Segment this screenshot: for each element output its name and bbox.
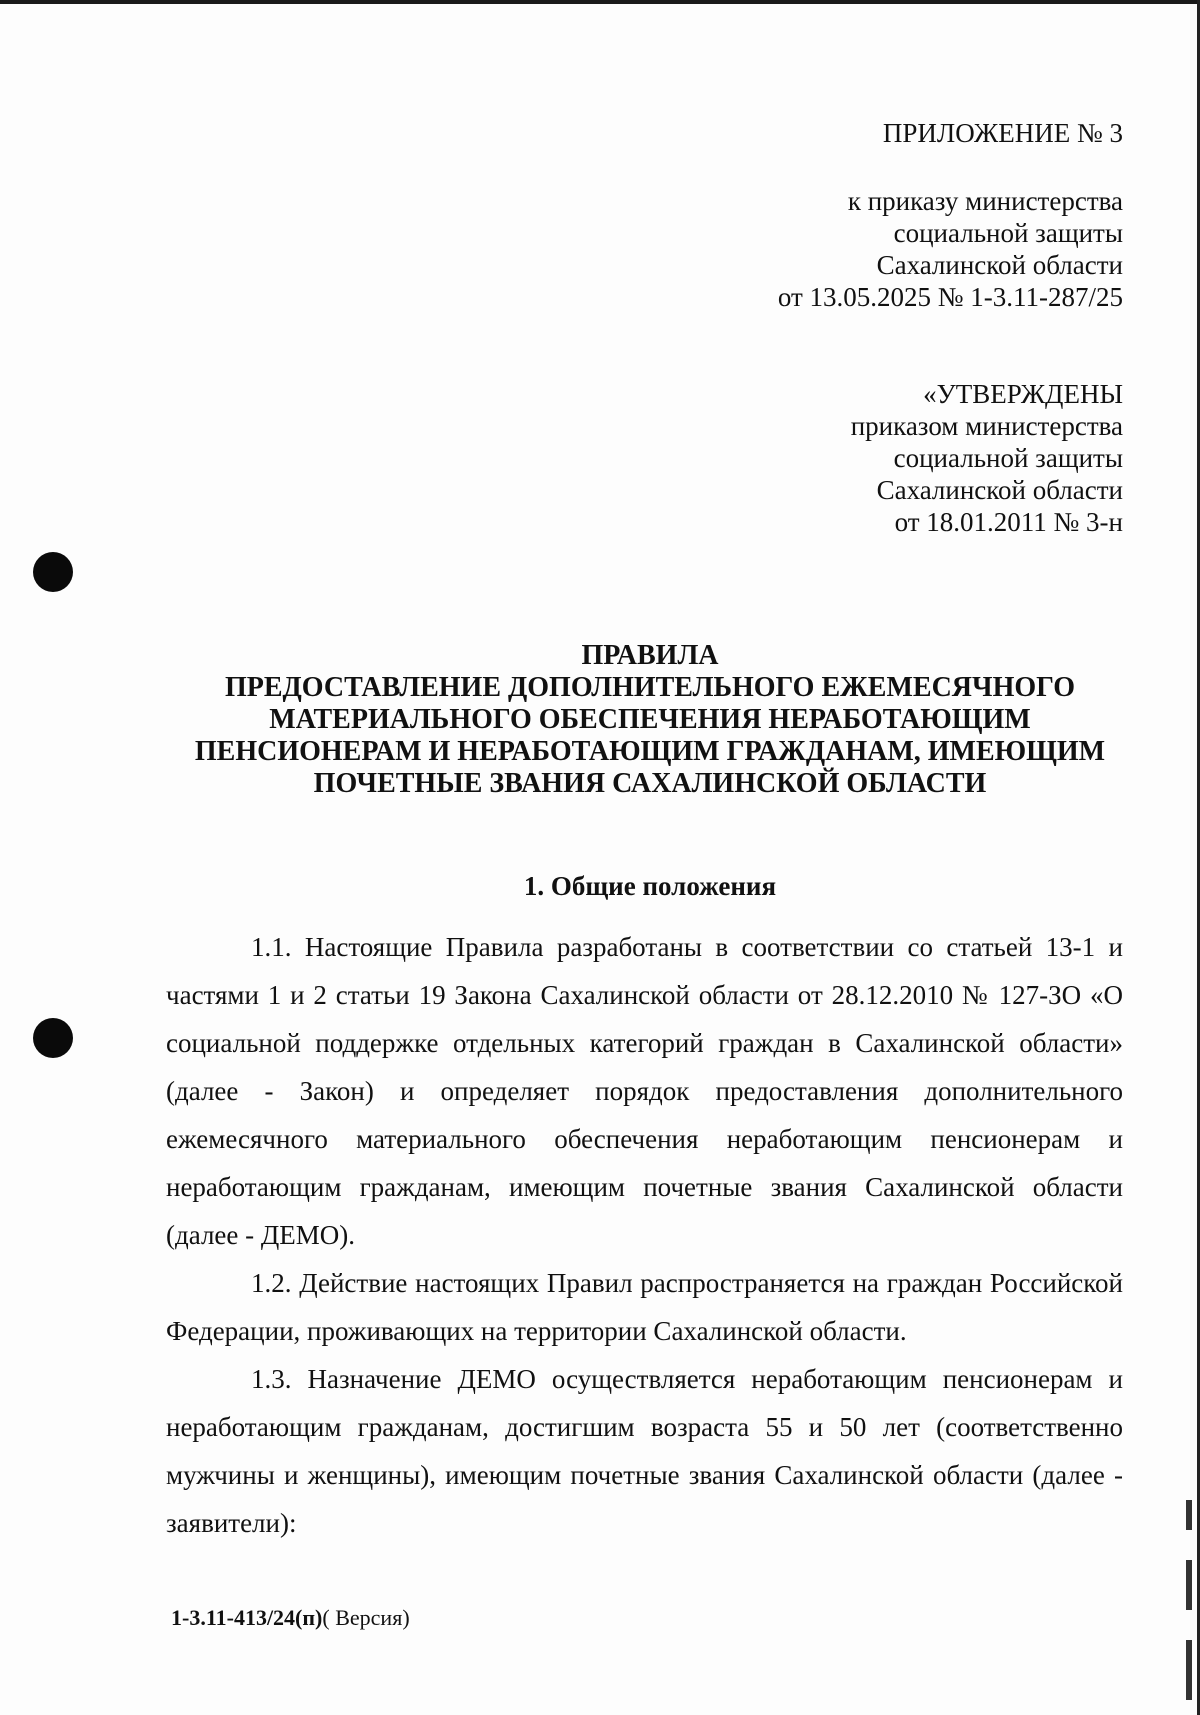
approved-line: «УТВЕРЖДЕНЫ xyxy=(923,379,1123,409)
paragraph-1-2: 1.2. Действие настоящих Правил распространяется на граждан Российской Федерации, проживающих на территории Сахалинской области. xyxy=(166,1268,1123,1346)
approved-line: Сахалинской области xyxy=(876,475,1123,505)
order-ref-line: к приказу министерства xyxy=(847,186,1123,216)
title-line: ПЕНСИОНЕРАМ И НЕРАБОТАЮЩИМ ГРАЖДАНАМ, ИМЕЮЩИМ xyxy=(194,736,1106,767)
document-code: 1-3.11-413/24(п) xyxy=(171,1605,323,1630)
title-line: ПРЕДОСТАВЛЕНИЕ ДОПОЛНИТЕЛЬНОГО ЕЖЕМЕСЯЧНОГО xyxy=(224,672,1076,703)
order-ref-line: от 13.05.2025 № 1-3.11-287/25 xyxy=(777,282,1123,312)
scan-artifact xyxy=(1186,1560,1192,1610)
title-line: МАТЕРИАЛЬНОГО ОБЕСПЕЧЕНИЯ НЕРАБОТАЮЩИМ xyxy=(269,704,1031,735)
order-reference xyxy=(778,185,1123,313)
order-ref-line: Сахалинской области xyxy=(876,250,1123,280)
version-label: ( Версия) xyxy=(322,1605,410,1630)
approved-line: приказом министерства xyxy=(850,411,1123,441)
title-line: ПОЧЕТНЫЕ ЗВАНИЯ САХАЛИНСКОЙ ОБЛАСТИ xyxy=(313,768,987,799)
paragraph-1-3: 1.3. Назначение ДЕМО осуществляется неработающим пенсионерам и неработающим гражданам, достигшим возраста 55 и 50 лет (соответственно мужчины и женщины), имеющим почетные звания Сахалинской области (далее - заявители): xyxy=(166,1364,1123,1538)
document-title xyxy=(150,640,1150,800)
paragraph-1-1: 1.1. Настоящие Правила разработаны в соответствии со статьей 13-1 и частями 1 и 2 статьи 19 Закона Сахалинской области от 28.12.2010 № 127-ЗО «О социальной поддержке отдельных категорий граждан в Сахалинской области» (далее - Закон) и определяет порядок предоставления дополнительного ежемесячного материального обеспечения неработающим пенсионерам и неработающим гражданам, имеющим почетные звания Сахалинской области (далее - ДЕМО). xyxy=(166,932,1123,1250)
punch-hole xyxy=(33,552,73,592)
approved-stamp-text xyxy=(851,378,1123,538)
section-body xyxy=(166,923,1123,1547)
order-ref-line: социальной защиты xyxy=(893,218,1123,248)
title-line: ПРАВИЛА xyxy=(581,640,719,671)
approved-line: от 18.01.2011 № 3-н xyxy=(894,507,1123,537)
section-heading: 1. Общие положения xyxy=(523,871,777,901)
punch-hole xyxy=(33,1018,73,1058)
scan-artifact xyxy=(1186,1640,1192,1700)
document-footer xyxy=(171,1604,410,1632)
scan-artifact xyxy=(1186,1500,1192,1530)
scan-top-edge xyxy=(0,0,1200,4)
approved-line: социальной защиты xyxy=(893,443,1123,473)
appendix-label: ПРИЛОЖЕНИЕ № 3 xyxy=(882,118,1123,148)
